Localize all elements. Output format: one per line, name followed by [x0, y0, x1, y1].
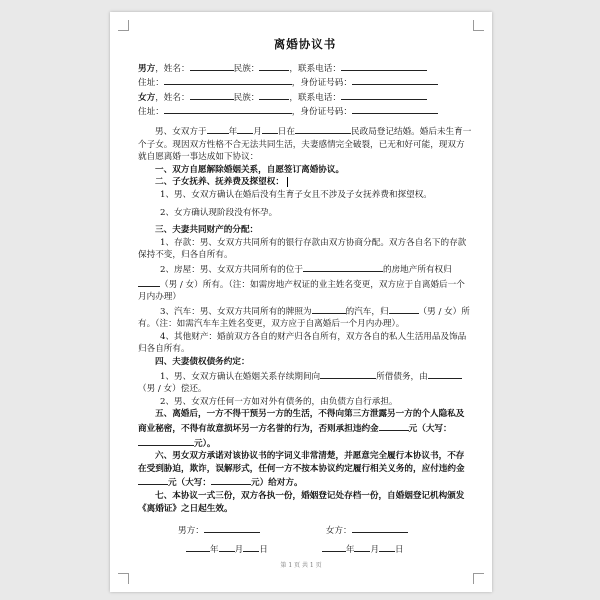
- husband-info-line: 男方，姓名： 民族： ，联系电话：: [138, 61, 472, 76]
- document-title: 离婚协议书: [273, 37, 337, 51]
- signature-date-line: 年 月 日 年 月 日: [138, 542, 472, 557]
- car-owner-blank[interactable]: [389, 304, 419, 314]
- wife-phone-blank[interactable]: [341, 90, 427, 100]
- margin-mark-top-left: [118, 20, 129, 31]
- wife-date-day-blank[interactable]: [379, 542, 395, 552]
- husband-phone-blank[interactable]: [341, 61, 427, 71]
- margin-mark-top-right: [473, 20, 484, 31]
- section-2-heading: 二、子女抚养、抚养费及探望权：: [138, 176, 472, 189]
- section-3-item-3: 3、汽车：男、女双方共同所有的牌照为 的汽车，归 （男 / 女）所有。（注：如需汽车车主姓名变更，双方应于自离婚后一个月内办理）。: [138, 304, 472, 331]
- section-2-item-1: 1、男、女双方确认在婚后没有生育子女且不涉及子女抚养费和探望权。: [160, 189, 432, 200]
- section-4-item-2: 2、男、女双方任何一方如对外有债务的，由负债方自行承担。: [160, 396, 398, 407]
- registry-office-blank[interactable]: [295, 124, 351, 134]
- wife-date-year-blank[interactable]: [322, 542, 346, 552]
- husband-address-blank[interactable]: [164, 75, 292, 85]
- page-number: 第 1 页 共 1 页: [280, 562, 322, 569]
- wife-signature-blank[interactable]: [352, 523, 408, 533]
- section-4-item-1: 1、男、女双方确认在婚姻关系存续期间向 所借债务，由（男 / 女）偿还。: [138, 369, 472, 396]
- section-3-heading: 三、夫妻共同财产的分配：: [155, 225, 259, 236]
- wife-info-line: 女方，姓名： 民族： ，联系电话：: [138, 90, 472, 105]
- debtor-blank[interactable]: [428, 369, 462, 379]
- wife-address-line: 住址： ，身份证号码：: [138, 104, 472, 119]
- wife-date-month-blank[interactable]: [354, 542, 370, 552]
- marriage-year-blank[interactable]: [207, 124, 229, 134]
- wife-address-blank[interactable]: [164, 104, 292, 114]
- document-body[interactable]: [138, 38, 472, 556]
- penalty-amount-blank[interactable]: [379, 421, 409, 431]
- section-5: 五、离婚后，一方不得干预另一方的生活，不得向第三方泄露另一方的个人隐私及商业秘密，不得有故意损坏另一方名誉的行为，否则承担违约金 元（大写：元）。: [138, 409, 465, 449]
- husband-id-blank[interactable]: [352, 75, 438, 85]
- husband-signature-blank[interactable]: [204, 523, 260, 533]
- wife-id-blank[interactable]: [352, 104, 438, 114]
- husband-date-year-blank[interactable]: [186, 542, 210, 552]
- property-location-blank[interactable]: [303, 262, 383, 272]
- margin-mark-bottom-right: [473, 573, 484, 584]
- car-plate-blank[interactable]: [312, 304, 346, 314]
- intro-paragraph: 男、女双方于 年 月 日在 民政局登记结婚。婚后未生育一个子女。现因双方性格不合无法共同生活，夫妻感情完全破裂，已无和好可能，现双方就自愿离婚一事达成如下协议：: [138, 124, 472, 164]
- husband-address-line: 住址： ，身份证号码：: [138, 75, 472, 90]
- section-7: 七、本协议一式三份，双方各执一份，婚姻登记处存档一份，自婚姻登记机构颁发《离婚证》之日起生效。: [138, 491, 465, 514]
- margin-mark-bottom-left: [118, 573, 129, 584]
- penalty-amount-words-blank[interactable]: [138, 436, 194, 446]
- wife-name-blank[interactable]: [190, 90, 234, 100]
- husband-ethnicity-blank[interactable]: [259, 61, 289, 71]
- husband-name-blank[interactable]: [190, 61, 234, 71]
- section-3-item-4: 4、其他财产：婚前双方各自的财产归各自所有，双方各自的私人生活用品及饰品归各自所有。: [138, 331, 467, 355]
- signature-line: 男方： 女方：: [138, 523, 472, 538]
- text-cursor: [287, 177, 288, 187]
- husband-date-day-blank[interactable]: [243, 542, 259, 552]
- breach-amount-blank[interactable]: [138, 475, 168, 485]
- section-1: 一、双方自愿解除婚姻关系，自愿签订离婚协议。: [155, 164, 345, 175]
- breach-amount-words-blank[interactable]: [211, 475, 251, 485]
- section-3-item-1: 1、存款：男、女双方共同所有的银行存款由双方协商分配。双方各自名下的存款保持不变，归各自所有。: [138, 237, 467, 261]
- wife-ethnicity-blank[interactable]: [259, 90, 289, 100]
- section-6: 六、男女双方承诺对该协议书的字词义非常清楚，并愿意完全履行本协议书，不存在受到胁迫，欺诈，误解形式，任何一方不按本协议约定履行相关义务的，应付违约金元（大写： 元）给对方。: [138, 451, 465, 489]
- creditor-blank[interactable]: [320, 369, 376, 379]
- section-4-heading: 四、夫妻债权债务约定：: [155, 357, 250, 368]
- marriage-day-blank[interactable]: [262, 124, 278, 134]
- section-2-item-2: 2、女方确认现阶段没有怀孕。: [160, 207, 278, 218]
- husband-date-month-blank[interactable]: [219, 542, 235, 552]
- section-3-item-2: 2、房屋：男、女双方共同所有的位于 的房地产所有权归（男 / 女）所有。（注：如需房地产权证的业主姓名变更，双方应于自离婚后一个月内办理）: [138, 262, 472, 304]
- marriage-month-blank[interactable]: [237, 124, 253, 134]
- document-page: [110, 12, 492, 592]
- property-owner-blank[interactable]: [138, 277, 160, 287]
